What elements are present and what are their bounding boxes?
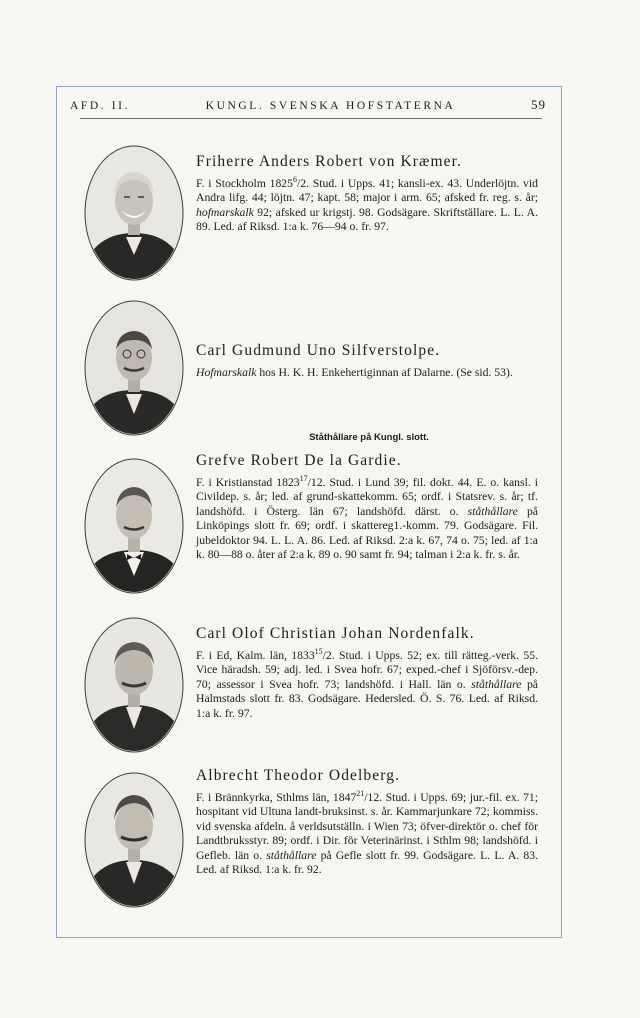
biography-text: F. i Stockholm 1825: [196, 177, 293, 190]
date-superscript: 21: [356, 789, 365, 798]
title-italic: ståthållare: [471, 677, 522, 691]
biography-text: på Halmstads slott fr. 83. Godsägare. Hedersled. Ö. S. 76. Led. af Riksd. 1:a k. fr. 97.: [196, 677, 538, 720]
biography-text: /2. Stud. i Upps. 52; ex. till rätteg.-verk. 55. Vice häradsh. 59; adj. led. i Svea hofr. 67; exped.-chef i Sjöförsv.-dep. 70; assessor i Svea hofr. 73; landshöfd. i Hall. län o.: [196, 649, 538, 691]
portrait-kraemer: [84, 145, 184, 281]
biography: [196, 366, 538, 380]
running-header: [70, 97, 546, 113]
entry-text: [196, 767, 538, 877]
biography-text: F. i Brännkyrka, Sthlms län, 1847: [196, 791, 357, 804]
person-name: Albrecht Theodor Odelberg.: [196, 767, 401, 784]
date-superscript: 6: [293, 175, 297, 184]
header-title: KUNGL. SVENSKA HOFSTATERNA: [205, 100, 456, 112]
biography-text: /12. Stud. i Upps. 69; jur.-fil. ex. 71; hospitant vid Ultuna landt-bruksinst. s. år. Kammarjunkare 72; kommiss. vid svenska afdeln. å verldsutställn. i Wien 73; öfver-direktör o. chef för Landtbruksstyr. 89; ordf. i Dir. för Veterinärinst. i Sthlm 98; landshöfd. i Gefleb. län o.: [196, 791, 539, 862]
biography: [196, 649, 538, 721]
entry-text: [196, 342, 538, 380]
date-superscript: 15: [314, 647, 323, 656]
biography-text: F. i Ed, Kalm. län, 1833: [196, 649, 315, 662]
portrait-odelberg: [84, 772, 184, 908]
biography-text: /12. Stud. i Lund 39; fil. dokt. 44. E. o. kansl. i Civildep. s. år; led. af grund-skattekomm. 65; ordf. i Statsrev. s. år; tf. landshöfd. i Österg. län 67; landshöfd. därst. o.: [196, 476, 538, 518]
header-rule: [80, 118, 542, 119]
title-italic: ståthållare: [467, 504, 518, 518]
biography-text: hos H. K. H. Enkehertiginnan af Dalarne. (Se sid. 53).: [256, 366, 513, 379]
biography-text: på Gefle slott fr. 99. Godsägare. L. L. A. 83. Led. af Riksd. 1:a k. fr. 92.: [196, 848, 538, 877]
person-name: Carl Gudmund Uno Silfverstolpe.: [196, 342, 441, 359]
person-name: Friherre Anders Robert von Kræmer.: [196, 153, 462, 170]
biography-text: F. i Kristianstad 1823: [196, 476, 300, 489]
entry-text: [196, 153, 538, 235]
portrait-nordenfalk: [84, 617, 184, 753]
entry-text: [196, 625, 538, 721]
biography-text: /2. Stud. i Upps. 41; kansli-ex. 43. Underlöjtn. vid Andra lifg. 44; löjtn. 47; kapt. 58; major i arm. 65; afsked fr. reg. s. år;: [196, 177, 538, 205]
entry-text: [196, 452, 538, 562]
person-name: Carl Olof Christian Johan Nordenfalk.: [196, 625, 475, 642]
biography-text: på Linköpings slott fr. 69; ordf. i skattereg1.-komm. 79. Godsägare. Fil. jubeldoktor 94. L. L. A. 86. Led. af Riksd. 2:a k. 67, 74 o. 75; led. af 1:a k. 80—88 o. åter af 2:a k. 89 o. 90 samt fr. 94; talman i 2:a k. fr. s. år.: [196, 504, 538, 562]
title-italic: ståthållare: [266, 848, 317, 862]
biography: [196, 177, 538, 235]
page-number: 59: [531, 97, 546, 112]
date-superscript: 17: [299, 474, 308, 483]
biography-text: 92; afsked ur krigstj. 98. Godsägare. Skriftställare. L. L. A. 89. Led. af Riksd. 1:a k. 76—94 o. fr. 97.: [196, 205, 538, 234]
portrait-de-la-gardie: [84, 458, 184, 594]
person-name: Grefve Robert De la Gardie.: [196, 452, 402, 469]
section-label: AFD. II.: [70, 100, 131, 112]
biography: [196, 476, 538, 562]
biography: [196, 791, 538, 877]
title-italic: hofmarskalk: [196, 205, 254, 219]
portrait-silfverstolpe: [84, 300, 184, 436]
title-italic: Hofmarskalk: [196, 366, 257, 379]
section-subheading: Ståthållare på Kungl. slott.: [309, 432, 429, 443]
